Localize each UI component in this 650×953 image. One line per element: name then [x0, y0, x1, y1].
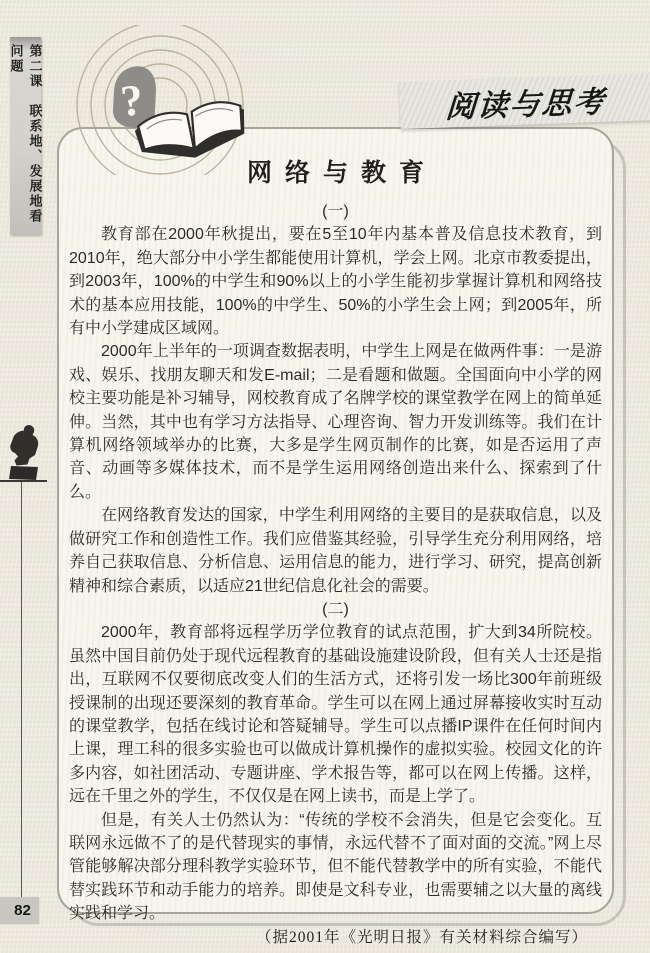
source-attribution: （据2001年《光明日报》有关材料综合编写）: [255, 928, 588, 946]
sidebar-horizontal-rule: [0, 480, 47, 482]
sidebar-vertical-rule: [21, 482, 22, 897]
sidebar-lesson-tab: [10, 37, 41, 235]
section-banner-label: 阅读与思考: [444, 85, 607, 124]
article-box: [57, 127, 614, 946]
question-book-illustration: [70, 25, 270, 175]
section-1-marker: (一): [322, 203, 349, 220]
lesson-tab-label: 第二课 联系地、发展地看问题: [8, 44, 43, 224]
page-number: 82: [0, 897, 39, 923]
section-2-paragraph: 2000年，教育部将远程学历学位教育的试点范围，扩大到34所院校。虽然中国目前仍处于现代远程教育的基础设施建设阶段，但有关人士还是指出，互联网不仅要彻底改变人们的生活方式，还将引发一场比300年前班级授课制的出现还要深刻的教育革命。学生可以在网上通过屏幕接收实时互动的课堂教学，包括在线讨论和答疑辅导。学生可以点播IP课件在任何时间内上课，理工科的很多实验也可以做成计算机操作的虚拟实验。校园文化的许多内容，如社团活动、专题讲座、学术报告等，都可以在网上传播。这样，远在千里之外的学生，不仅仅是在网上读书，而是上学了。: [69, 624, 602, 806]
article-title: 网络与教育: [246, 160, 437, 187]
section-2-paragraph: 但是，有关人士仍然认为：“传统的学校不会消失，但是它会变化。互联网永远做不了的是代替现实的事情，永远代替不了面对面的交流。”网上尽管能够解决部分理科教学实验环节，但不能代替教学中的所有实验，不能代替实践环节和动手能力的培养。即使是文科专业，也需要辅之以大量的离线实践和学习。: [69, 811, 602, 923]
svg-text:?: ?: [118, 74, 146, 127]
thinker-statue-icon: [3, 421, 45, 481]
section-1-paragraph: 2000年上半年的一项调查数据表明，中学生上网是在做两件事：一是游戏、娱乐、找朋友聊天和发E-mail；二是看题和做题。全国面向中小学的网校主要功能是补习辅导，网校教育成了名牌学校的课堂教学在网上的简单延伸。当然，其中也有学习方法指导、心理咨询、智力开发训练等。我们在计算机网络领域举办的比赛，大多是学生网页制作的比赛，如是否运用了声音、动画等多媒体技术，而不是学生运用网络创造出来什么、探索到了什么。: [69, 343, 602, 501]
section-banner: [399, 73, 650, 129]
section-1-paragraph: 在网络教育发达的国家，中学生利用网络的主要目的是获取信息，以及做研究工作和创造性工作。我们应借鉴其经验，引导学生充分利用网络，培养自己获取信息、分析信息、运用信息的能力，进行学习、研究，提高创新精神和综合素质，以适应21世纪信息化社会的需要。: [69, 507, 602, 595]
section-1-paragraph: 教育部在2000年秋提出，要在5至10年内基本普及信息技术教育，到2010年，绝大部分中小学生都能使用计算机，学会上网。北京市教委提出，到2003年，100%的中学生和90%以上的小学生能初步掌握计算机和网络技术的基本应用技能，100%的中学生、50%的小学生会上网；到2005年，所有中小学建成区域网。: [69, 226, 602, 338]
section-2-marker: (二): [322, 600, 349, 618]
